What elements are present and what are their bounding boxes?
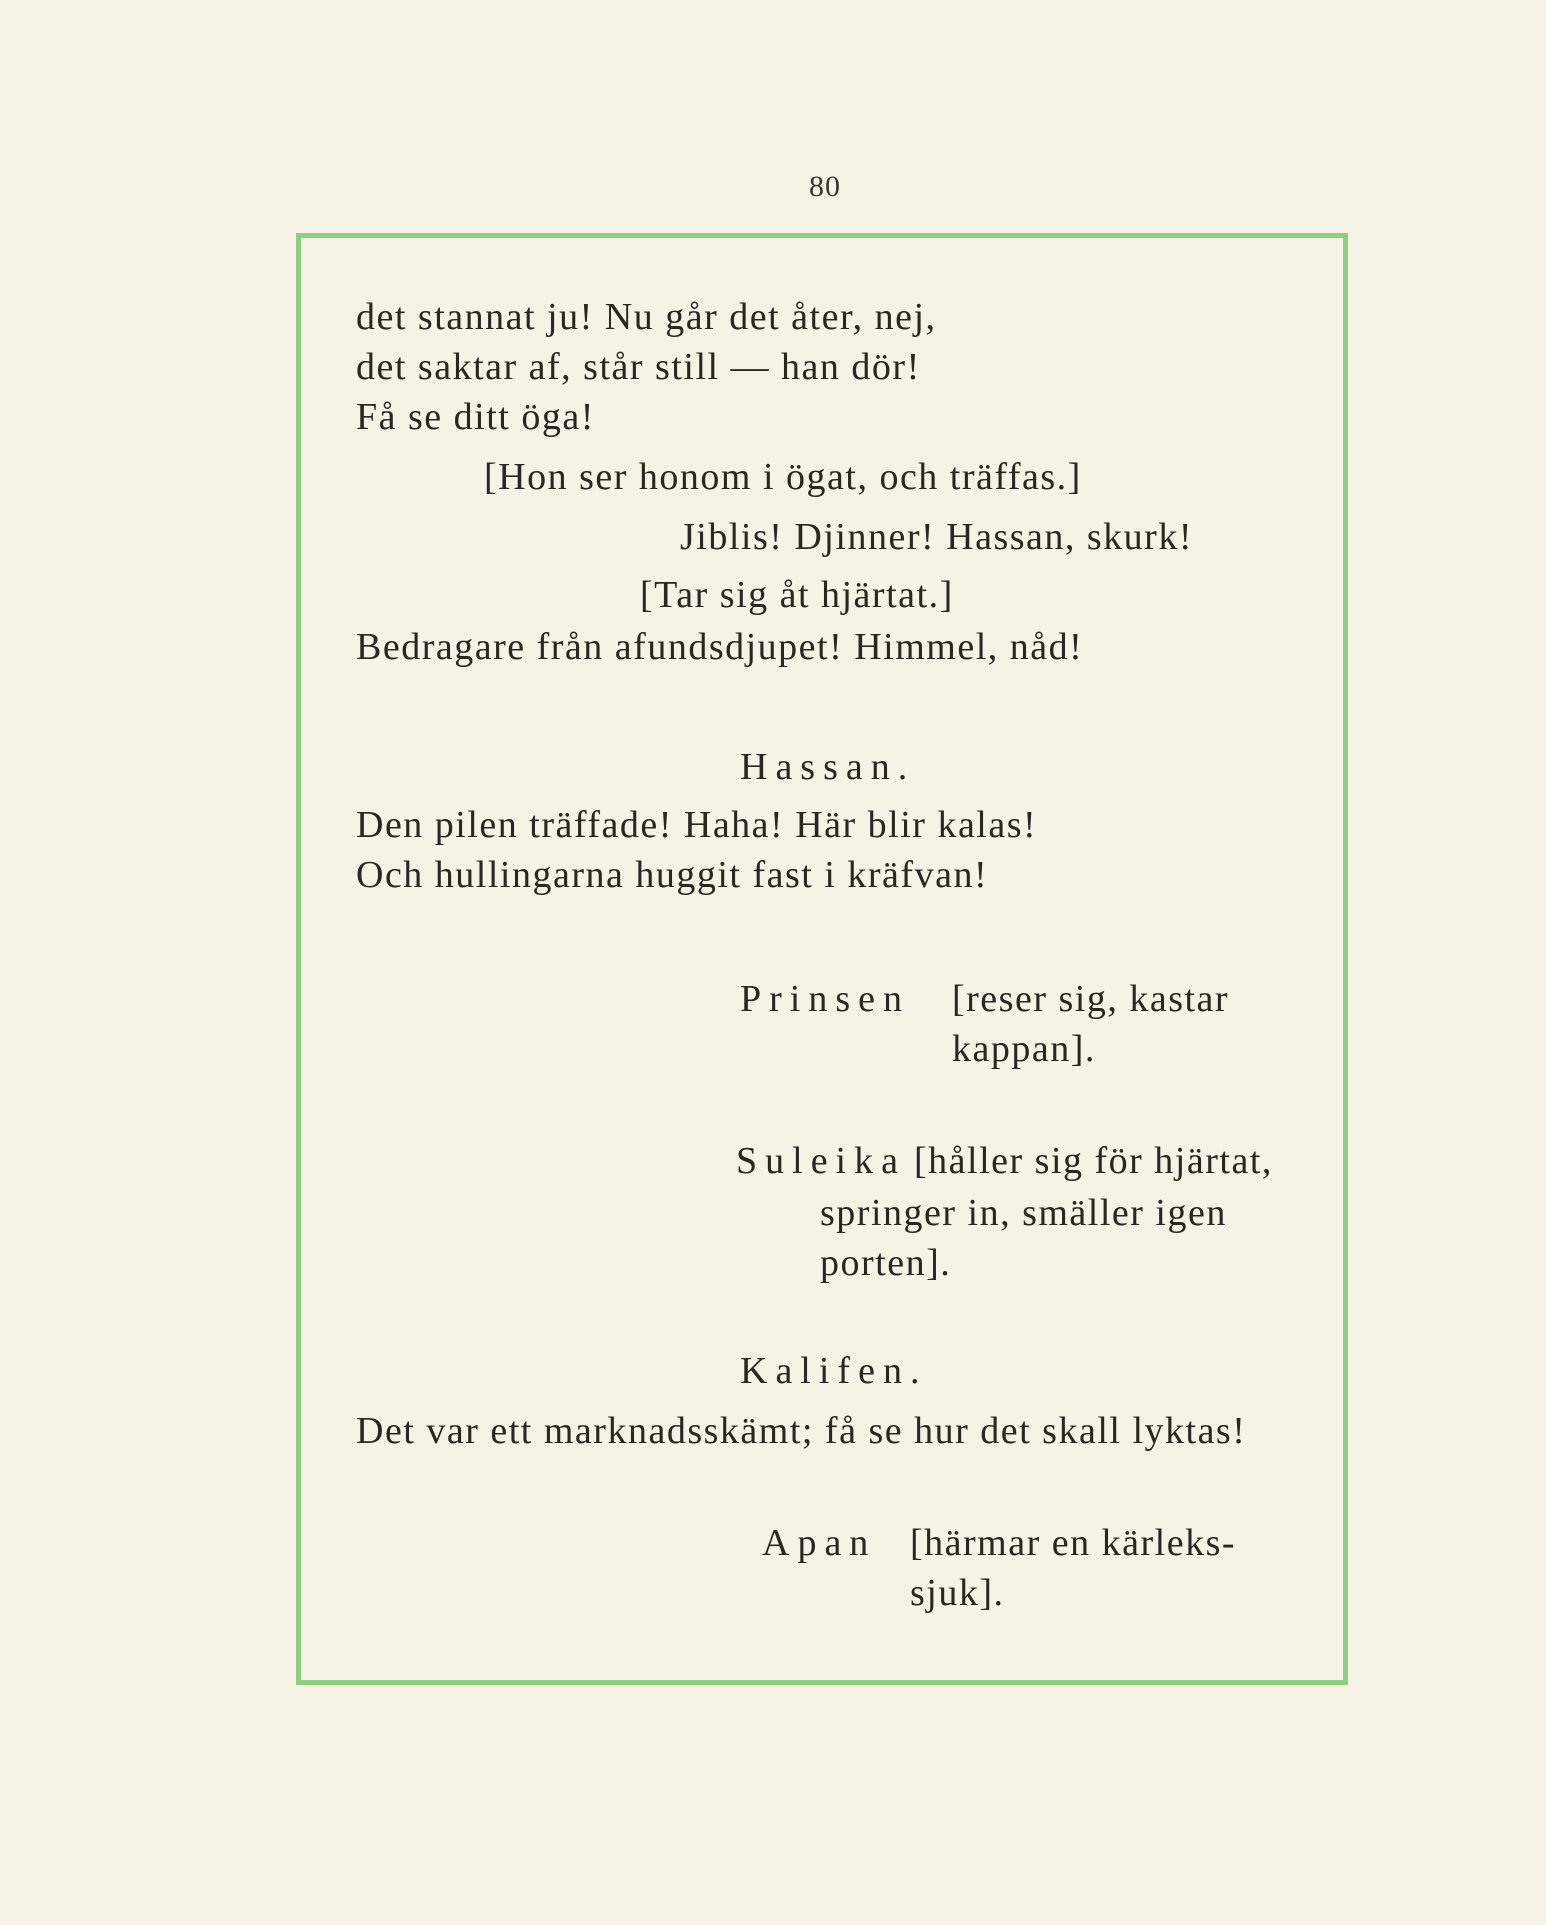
stage-direction: porten]. — [820, 1242, 952, 1284]
verse-line: Den pilen träffade! Haha! Här blir kalas! — [356, 804, 1038, 846]
stage-direction: sjuk]. — [910, 1572, 1005, 1614]
verse-line: Bedragare från afundsdjupet! Himmel, nåd! — [356, 626, 1084, 668]
verse-line: det stannat ju! Nu går det åter, nej, — [356, 296, 937, 338]
verse-line: Det var ett marknadsskämt; få se hur det skall lyktas! — [356, 1410, 1247, 1452]
stage-direction: [Tar sig åt hjärtat.] — [640, 574, 954, 616]
verse-line: Och hullingarna huggit fast i kräfvan! — [356, 854, 989, 896]
stage-direction: [Hon ser honom i ögat, och träffas.] — [484, 456, 1082, 498]
verse-line: det saktar af, står still — han dör! — [356, 346, 921, 388]
page-border-frame — [296, 233, 1348, 1685]
page-number: 80 — [809, 170, 841, 203]
speaker-name: Hassan. — [740, 746, 916, 788]
verse-line: Få se ditt öga! — [356, 396, 595, 438]
stage-direction: [härmar en kärleks- — [910, 1522, 1237, 1564]
speaker-name: Suleika — [736, 1140, 906, 1182]
speaker-name: Prinsen — [740, 978, 910, 1020]
speaker-name: Apan — [762, 1522, 877, 1564]
stage-direction: [håller sig för hjärtat, — [914, 1140, 1273, 1182]
stage-direction: springer in, smäller igen — [820, 1192, 1227, 1234]
stage-direction: [reser sig, kastar — [952, 978, 1230, 1020]
verse-line: Jiblis! Djinner! Hassan, skurk! — [680, 516, 1193, 558]
speaker-name: Kalifen. — [740, 1350, 928, 1392]
stage-direction: kappan]. — [952, 1028, 1096, 1070]
